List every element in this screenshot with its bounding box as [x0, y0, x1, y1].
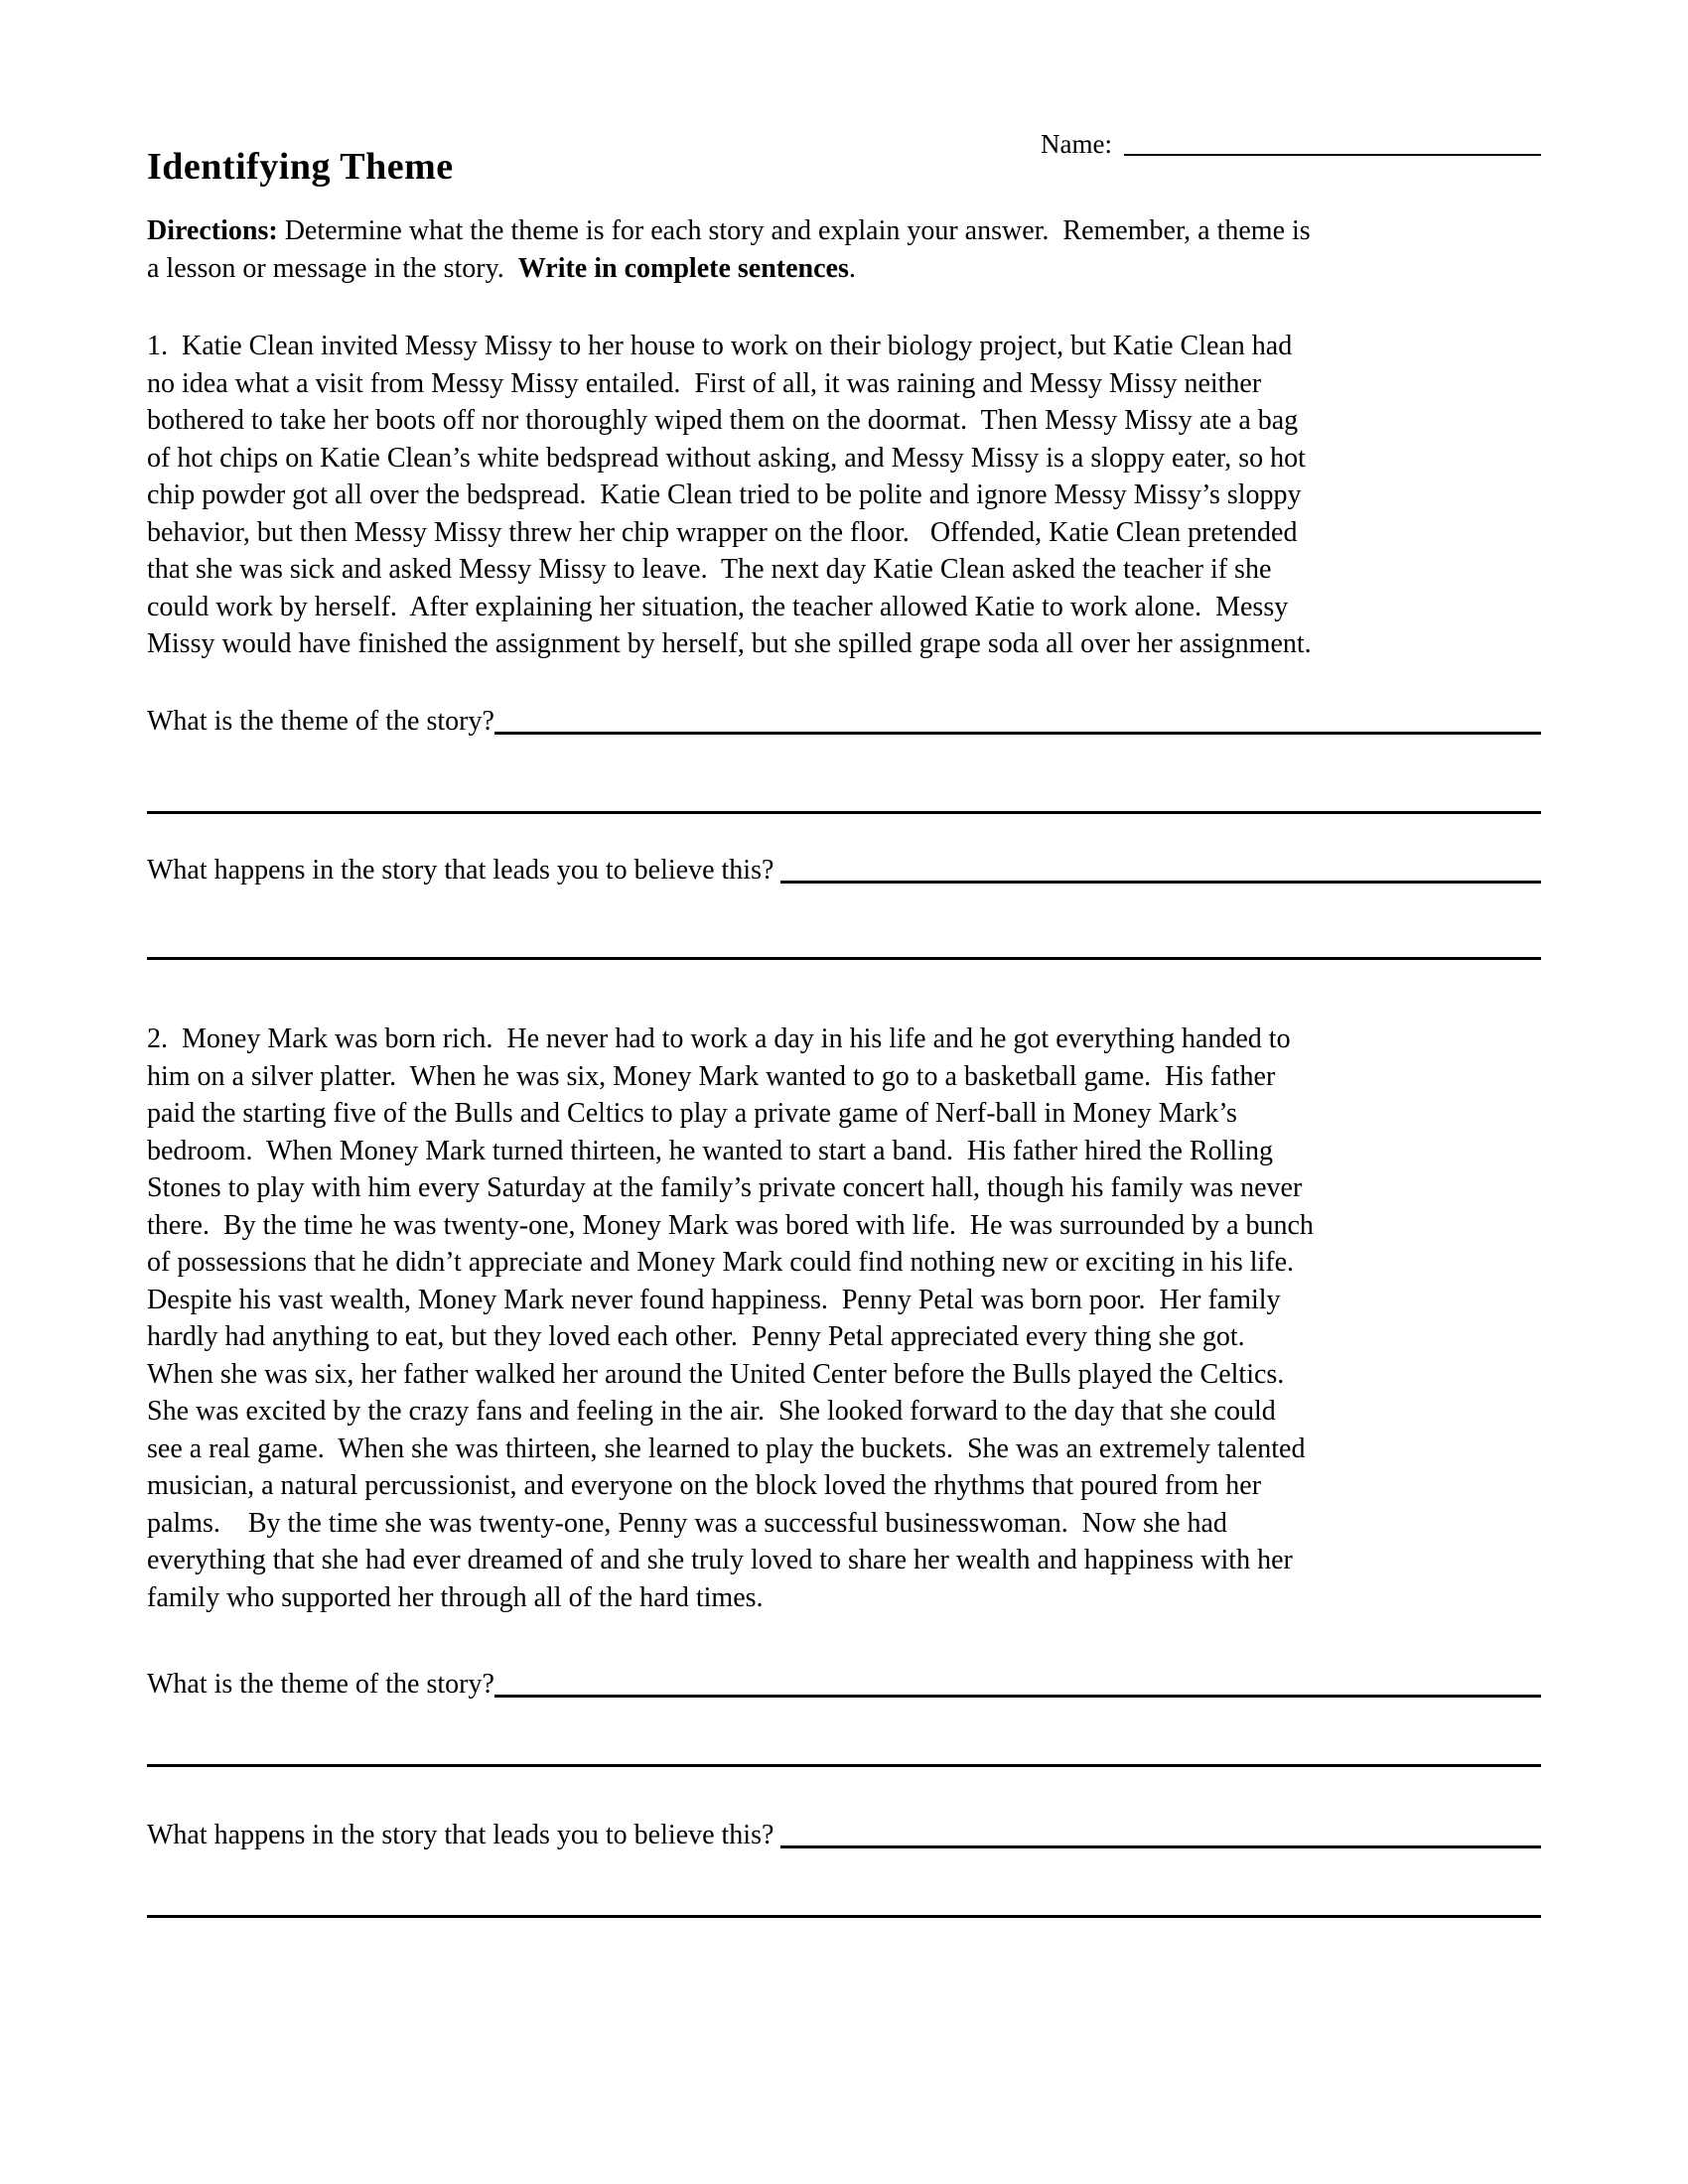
question-evidence-1-label: What happens in the story that leads you to believe this? — [147, 855, 781, 886]
directions-line-1 — [147, 212, 1567, 250]
question-theme-2 — [147, 1666, 1541, 1704]
question-theme-1-label: What is the theme of the story? — [147, 706, 494, 737]
name-input-blank[interactable] — [1124, 154, 1541, 156]
story-1-line: of hot chips on Katie Clean’s white bedspread without asking, and Messy Missy is a sloppy eater, so hot — [147, 442, 1306, 474]
theme-2-answer-line-2[interactable] — [147, 1764, 1541, 1767]
page-title: Identifying Theme — [147, 146, 454, 188]
story-2-line: musician, a natural percussionist, and everyone on the block loved the rhythms that poured from her — [147, 1470, 1262, 1501]
story-2-line: family who supported her through all of the hard times. — [147, 1581, 764, 1613]
evidence-1-answer-line-2[interactable] — [147, 957, 1541, 960]
story-2-line: When she was six, her father walked her around the United Center before the Bulls played the Celtics. — [147, 1358, 1285, 1390]
story-1-paragraph — [147, 328, 1312, 663]
story-2-paragraph — [147, 1021, 1314, 1616]
story-1-line: could work by herself. After explaining her situation, the teacher allowed Katie to work alone. Messy — [147, 591, 1289, 622]
story-2-line: paid the starting five of the Bulls and Celtics to play a private game of Nerf-ball in Money Mark’s — [147, 1098, 1237, 1129]
question-evidence-2 — [147, 1817, 1541, 1854]
story-2-line: of possessions that he didn’t appreciate and Money Mark could find nothing new or exciting in his life. — [147, 1247, 1295, 1278]
story-2-line: there. By the time he was twenty-one, Money Mark was bored with life. He was surrounded by a bunch — [147, 1209, 1314, 1241]
story-1-line: Missy would have finished the assignment by herself, but she spilled grape soda all over her assignment. — [147, 628, 1312, 659]
story-1-line: behavior, but then Messy Missy threw her chip wrapper on the floor. Offended, Katie Clean pretended — [147, 516, 1298, 548]
directions-line-2-bold: Write in complete sentences — [517, 253, 849, 284]
evidence-2-answer-line-2[interactable] — [147, 1915, 1541, 1918]
story-2-line: Despite his vast wealth, Money Mark never found happiness. Penny Petal was born poor. Her family — [147, 1284, 1281, 1315]
story-2-line: bedroom. When Money Mark turned thirteen, he wanted to start a band. His father hired the Rolling — [147, 1135, 1273, 1166]
directions-line-2-period: . — [848, 253, 856, 284]
story-2-line: 2. Money Mark was born rich. He never had to work a day in his life and he got everything handed to — [147, 1024, 1291, 1054]
story-1-line: that she was sick and asked Messy Missy to leave. The next day Katie Clean asked the teacher if she — [147, 554, 1272, 585]
name-label: Name: — [1041, 129, 1112, 159]
story-2-line: palms. By the time she was twenty-one, Penny was a successful businesswoman. Now she had — [147, 1507, 1227, 1539]
story-2-line: everything that she had ever dreamed of and she truly loved to share her wealth and happiness with her — [147, 1545, 1293, 1575]
evidence-1-answer-blank[interactable] — [780, 881, 1541, 884]
theme-1-answer-line-2[interactable] — [147, 811, 1541, 814]
question-evidence-2-label: What happens in the story that leads you to believe this? — [147, 1820, 781, 1850]
story-2-line: hardly had anything to eat, but they loved each other. Penny Petal appreciated every thing she got. — [147, 1321, 1245, 1352]
question-evidence-1 — [147, 852, 1541, 889]
story-1-line: bothered to take her boots off nor thoroughly wiped them on the doormat. Then Messy Missy ate a bag — [147, 405, 1299, 436]
directions-line-1-text: Determine what the theme is for each story and explain your answer. Remember, a theme is — [277, 215, 1311, 246]
story-1-line: chip powder got all over the bedspread. Katie Clean tried to be polite and ignore Messy Missy’s sloppy — [147, 479, 1302, 510]
evidence-2-answer-blank[interactable] — [780, 1845, 1541, 1848]
directions-line-2 — [147, 250, 1567, 288]
name-row — [1041, 127, 1541, 161]
story-1-line: 1. Katie Clean invited Messy Missy to her house to work on their biology project, but Katie Clean had — [147, 331, 1293, 361]
story-2-line: see a real game. When she was thirteen, she learned to play the buckets. She was an extremely talented — [147, 1433, 1306, 1464]
story-1-line: no idea what a visit from Messy Missy entailed. First of all, it was raining and Messy Missy neither — [147, 367, 1262, 399]
theme-2-answer-blank[interactable] — [494, 1695, 1541, 1698]
story-2-line: him on a silver platter. When he was six, Money Mark wanted to go to a basketball game. His father — [147, 1060, 1276, 1092]
story-2-line: Stones to play with him every Saturday at the family’s private concert hall, though his family was never — [147, 1172, 1303, 1203]
question-theme-1 — [147, 703, 1541, 741]
story-2-line: She was excited by the crazy fans and feeling in the air. She looked forward to the day that she could — [147, 1396, 1276, 1427]
directions-line-2-text: a lesson or message in the story. — [147, 253, 518, 284]
directions-label: Directions: — [147, 215, 278, 246]
question-theme-2-label: What is the theme of the story? — [147, 1669, 494, 1700]
theme-1-answer-blank[interactable] — [494, 732, 1541, 735]
directions-text — [147, 212, 1567, 288]
